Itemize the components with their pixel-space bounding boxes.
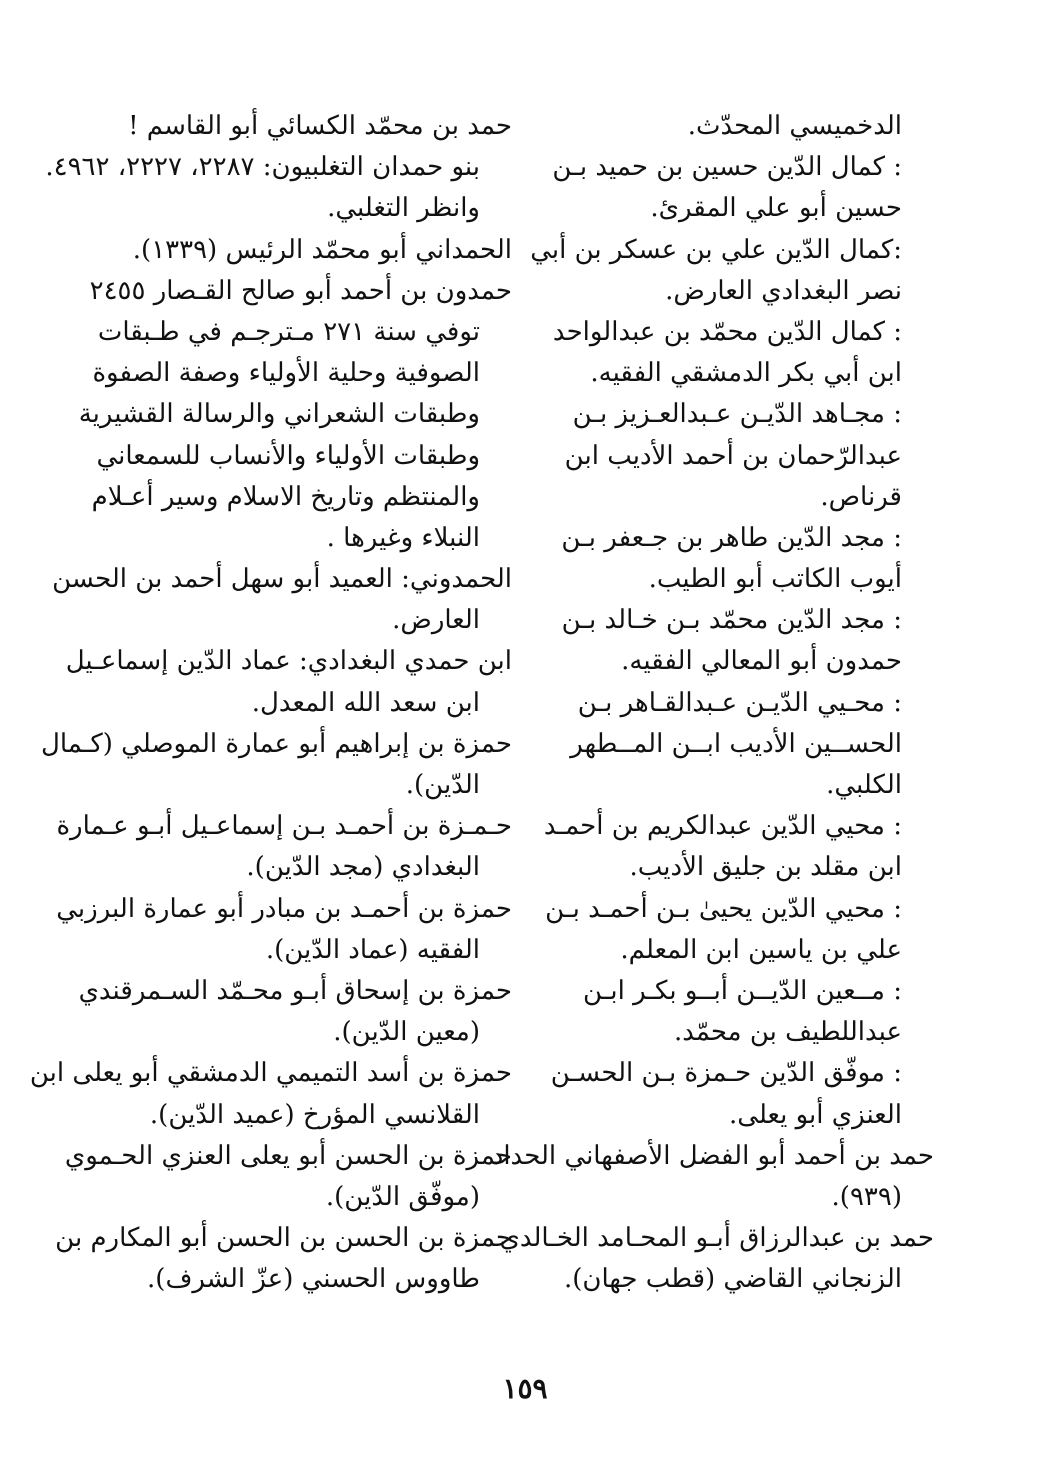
entry-line: الدخميسي المحدّث. <box>687 111 902 141</box>
index-entry <box>546 518 902 600</box>
entry-line: النبلاء وغيرها . <box>326 522 480 553</box>
index-entry <box>546 312 902 394</box>
index-entry <box>52 559 512 641</box>
index-entry <box>45 147 512 229</box>
entry-line: : محيي الدّين عبدالكريم بن أحمـد <box>543 811 902 842</box>
entry-line: توفي سنة ٢٧١ مـترجـم في طـبقات <box>97 316 480 347</box>
index-entry <box>546 394 902 518</box>
entry-line: الفقيه (عماد الدّين). <box>265 934 480 965</box>
index-entry <box>546 1053 902 1135</box>
entry-line: البغدادي (مجد الدّين). <box>246 852 480 883</box>
entry-line: ابن سعد الله المعدل. <box>251 687 480 718</box>
entry-line: : محيي الدّين يحيىٰ بـن أحمـد بـن <box>545 893 902 924</box>
index-entry <box>499 1218 934 1300</box>
index-entry <box>543 806 902 888</box>
entry-line: ابن حمدي البغدادي: عماد الدّين إسماعـيل <box>65 646 512 677</box>
entry-line: حمزة بن أحمـد بن مبادر أبو عمارة البرزبي <box>56 893 512 924</box>
index-entry <box>65 641 512 723</box>
entry-line: حمدون بن أحمد أبو صالح القـصار ٢٤٥٥ <box>89 275 512 306</box>
entry-line: حمد بن أحمد أبو الفضل الأصفهاني الحداد <box>491 1140 934 1171</box>
entry-line: الكلبي. <box>826 770 902 800</box>
entry-line: أيوب الكاتب أبو الطيب. <box>648 564 902 595</box>
index-entry <box>64 1136 512 1218</box>
index-entry <box>40 724 512 806</box>
entry-line: عبداللطيف بن محمّد. <box>673 1017 902 1048</box>
entry-line: قرناص. <box>820 481 902 512</box>
index-entry <box>56 806 512 888</box>
entry-line: : كمال الدّين محمّد بن عبدالواحد <box>552 316 902 347</box>
entry-line: وطبقات الشعراني والرسالة القشيرية <box>78 399 480 430</box>
entry-line: : مجد الدّين طاهر بن جـعفر بـن <box>561 522 902 553</box>
index-entry <box>530 230 902 312</box>
index-entry <box>546 147 902 229</box>
entry-line: القلانسي المؤرخ (عميد الدّين). <box>149 1099 480 1130</box>
entry-line: بنو حمدان التغلبيون: ٢٢٨٧، ٢٢٢٧، ٤٩٦٢. <box>45 152 480 183</box>
index-entry <box>132 230 512 271</box>
entry-line: حمد بن محمّد الكسائي أبو القاسم ! <box>128 111 512 141</box>
entry-line: حمزة بن الحسن بن الحسن أبو المكارم بن <box>55 1223 512 1254</box>
entry-line: حمزة بن إسحاق أبـو محـمّد السـمرقندي <box>78 975 512 1006</box>
index-entry <box>546 600 902 682</box>
index-entry <box>546 106 902 147</box>
entry-line: ابن أبي بكر الدمشقي الفقيه. <box>590 358 902 389</box>
index-entry <box>29 1053 512 1135</box>
index-entry <box>491 1136 934 1218</box>
index-entry <box>546 889 902 971</box>
index-entry <box>128 106 512 147</box>
entry-line: والمنتظم وتاريخ الاسلام وسير أعـلام <box>91 481 480 512</box>
entry-line: حمزة بن إبراهيم أبو عمارة الموصلي (كـمال <box>40 728 512 759</box>
index-entry <box>78 971 512 1053</box>
index-entry <box>546 683 902 807</box>
index-entry <box>55 1218 512 1300</box>
entry-line: حمد بن عبدالرزاق أبـو المحـامد الخـالدي <box>499 1223 934 1254</box>
entry-line: (موفّق الدّين). <box>325 1181 480 1212</box>
entry-line: العارض. <box>392 605 480 636</box>
entry-line: : موفّق الدّين حـمزة بـن الحسـن <box>550 1058 902 1089</box>
entry-line: العنزي أبو يعلى. <box>729 1099 902 1130</box>
entry-line: (٩٣٩). <box>831 1181 902 1212</box>
entry-line: : مــعين الدّيــن أبــو بكـر ابـن <box>582 975 902 1006</box>
left-column <box>29 106 512 1300</box>
right-column <box>491 106 934 1300</box>
entry-line: نصر البغدادي العارض. <box>665 275 902 306</box>
entry-line: : مجد الدّين محمّد بـن خـالد بـن <box>561 605 902 636</box>
entry-line: وطبقات الأولياء والأنساب للسمعاني <box>96 440 480 471</box>
index-entry <box>56 889 512 971</box>
index-entry <box>78 271 512 559</box>
entry-line: حمزة بن الحسن أبو يعلى العنزي الحـموي <box>64 1140 512 1171</box>
entry-line: (معين الدّين). <box>333 1017 480 1048</box>
entry-line: علي بن ياسين ابن المعلم. <box>620 934 902 965</box>
entry-line: حمزة بن أسد التميمي الدمشقي أبو يعلى ابن <box>29 1058 512 1089</box>
index-entry <box>546 971 902 1053</box>
entry-line: عبدالرّحمان بن أحمد الأديب ابن <box>564 440 902 471</box>
entry-line: ابن مقلد بن جليق الأديب. <box>629 852 902 883</box>
entry-line: :كمال الدّين علي بن عسكر بن أبي <box>530 234 902 265</box>
entry-line: حسين أبو علي المقرئ. <box>650 193 902 224</box>
entry-line: وانظر التغلبي. <box>327 193 480 224</box>
entry-line: الصوفية وحلية الأولياء وصفة الصفوة <box>92 358 480 389</box>
entry-line: : محـيي الدّيـن عـبدالقـاهر بـن <box>577 687 902 718</box>
entry-line: طاووس الحسني (عزّ الشرف). <box>147 1264 480 1295</box>
entry-line: الحمدوني: العميد أبو سهل أحمد بن الحسن <box>52 564 512 595</box>
entry-line: : كمال الدّين حسين بن حميد بـن <box>552 152 902 183</box>
entry-line: الزنجاني القاضي (قطب جهان). <box>563 1264 902 1295</box>
entry-line: الدّين). <box>405 770 480 800</box>
entry-line: حمدون أبو المعالي الفقيه. <box>621 646 902 677</box>
entry-line: الحمداني أبو محمّد الرئيس (١٣٣٩). <box>132 234 512 265</box>
page-number: ١٥٩ <box>502 1372 548 1405</box>
entry-line: الحســين الأديب ابــن المــطهر <box>570 728 902 759</box>
entry-line: حـمـزة بن أحمـد بـن إسماعـيل أبـو عـمارة <box>56 811 512 842</box>
entry-line: : مجـاهد الدّيـن عـبدالعـزيز بـن <box>572 399 902 430</box>
